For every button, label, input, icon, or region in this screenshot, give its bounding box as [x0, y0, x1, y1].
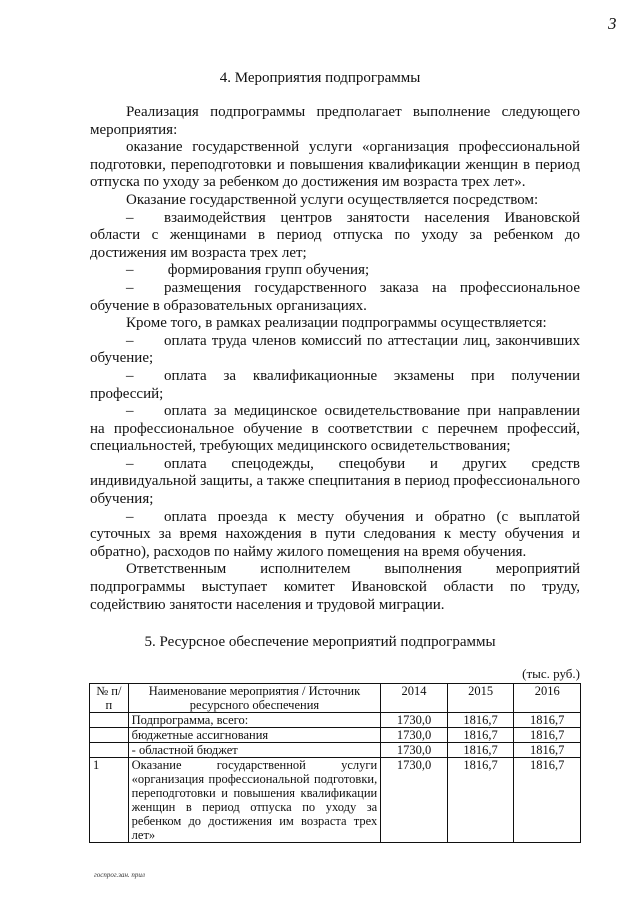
header-2015: 2015: [447, 684, 514, 713]
row-value-2015: 1816,7: [447, 758, 514, 843]
section-4-title: 4. Мероприятия подпрограммы: [219, 70, 421, 86]
row-value-2016: 1816,7: [514, 758, 581, 843]
row-name: Оказание государственной услуги «организация профессиональной подготовки, переподготовки и повышения квалификации женщин в период отпуска по уходу за ребенком до достижения им возраста трех лет»: [128, 758, 381, 843]
table-row: [90, 758, 581, 843]
row-name: - областной бюджет: [128, 743, 381, 758]
table-row: [90, 743, 581, 758]
additional-item: – оплата спецодежды, спецобуви и других средств индивидуальной защиты, а также спецпитания в период профессионального обучения;: [90, 455, 580, 508]
row-num: [90, 743, 129, 758]
table-row: [90, 728, 581, 743]
responsible-executor: Ответственным исполнителем выполнения мероприятий подпрограммы выступает комитет Ивановской области по труду, содействию занятости населения и трудовой миграции.: [90, 561, 580, 613]
additional-item: – оплата проезда к месту обучения и обратно (с выплатой суточных за время нахождения в пути следования к месту обучения и обратно), расходов по найму жилого помещения на время обучения.: [90, 508, 580, 560]
row-value-2015: 1816,7: [447, 728, 514, 743]
row-name: бюджетные ассигнования: [128, 728, 381, 743]
header-2014: 2014: [381, 684, 448, 713]
units-label: (тыс. руб.): [522, 666, 580, 681]
row-value-2016: 1816,7: [514, 728, 581, 743]
table-row: [90, 713, 581, 728]
additional-item: – оплата труда членов комиссий по аттестации лиц, закончивших обучение;: [90, 332, 580, 367]
row-value-2014: 1730,0: [381, 713, 448, 728]
mechanism-item: – размещения государственного заказа на профессиональное обучение в образовательных организациях.: [90, 279, 580, 314]
row-num: [90, 728, 129, 743]
table-header-row: [90, 684, 581, 713]
intro-line: мероприятия:: [90, 121, 178, 138]
footer-file-label: госпрог.зан. прил: [94, 871, 145, 879]
page-number: 3: [608, 14, 617, 33]
row-value-2015: 1816,7: [447, 713, 514, 728]
mechanism-item: – формирования групп обучения;: [126, 262, 370, 279]
row-value-2016: 1816,7: [514, 743, 581, 758]
implemented-through: Оказание государственной услуги осуществляется посредством:: [126, 191, 539, 208]
additionally-text: Кроме того, в рамках реализации подпрограммы осуществляется:: [126, 315, 547, 332]
row-value-2014: 1730,0: [381, 758, 448, 843]
header-num: № п/п: [90, 684, 129, 713]
event-name: оказание государственной услуги «организация профессиональной подготовки, переподготовки и повышения квалификации женщин в период отпуска по уходу за ребенком до достижения им возраста трех лет».: [90, 139, 580, 191]
row-name: Подпрограмма, всего:: [128, 713, 381, 728]
row-num: 1: [90, 758, 129, 843]
additional-item: – оплата за медицинское освидетельствование при направлении на профессиональное обучение в соответствии с перечнем профессий, специальностей, требующих медицинского освидетельствования;: [90, 403, 580, 455]
additional-item: – оплата за квалификационные экзамены при получении профессий;: [90, 367, 580, 402]
row-num: [90, 713, 129, 728]
header-name: Наименование мероприятия / Источник ресурсного обеспечения: [128, 684, 381, 713]
section-4-body: [90, 104, 580, 614]
section-5-title: 5. Ресурсное обеспечение мероприятий подпрограммы: [144, 634, 496, 650]
header-2016: 2016: [514, 684, 581, 713]
row-value-2014: 1730,0: [381, 743, 448, 758]
row-value-2014: 1730,0: [381, 728, 448, 743]
intro-line: Реализация подпрограммы предполагает выполнение следующего: [126, 104, 580, 120]
row-value-2016: 1816,7: [514, 713, 581, 728]
resource-table: [89, 683, 581, 843]
row-value-2015: 1816,7: [447, 743, 514, 758]
mechanism-item: – взаимодействия центров занятости населения Ивановской области с женщинами в период отпуска по уходу за ребенком до достижения им возраста трех лет;: [90, 209, 580, 261]
